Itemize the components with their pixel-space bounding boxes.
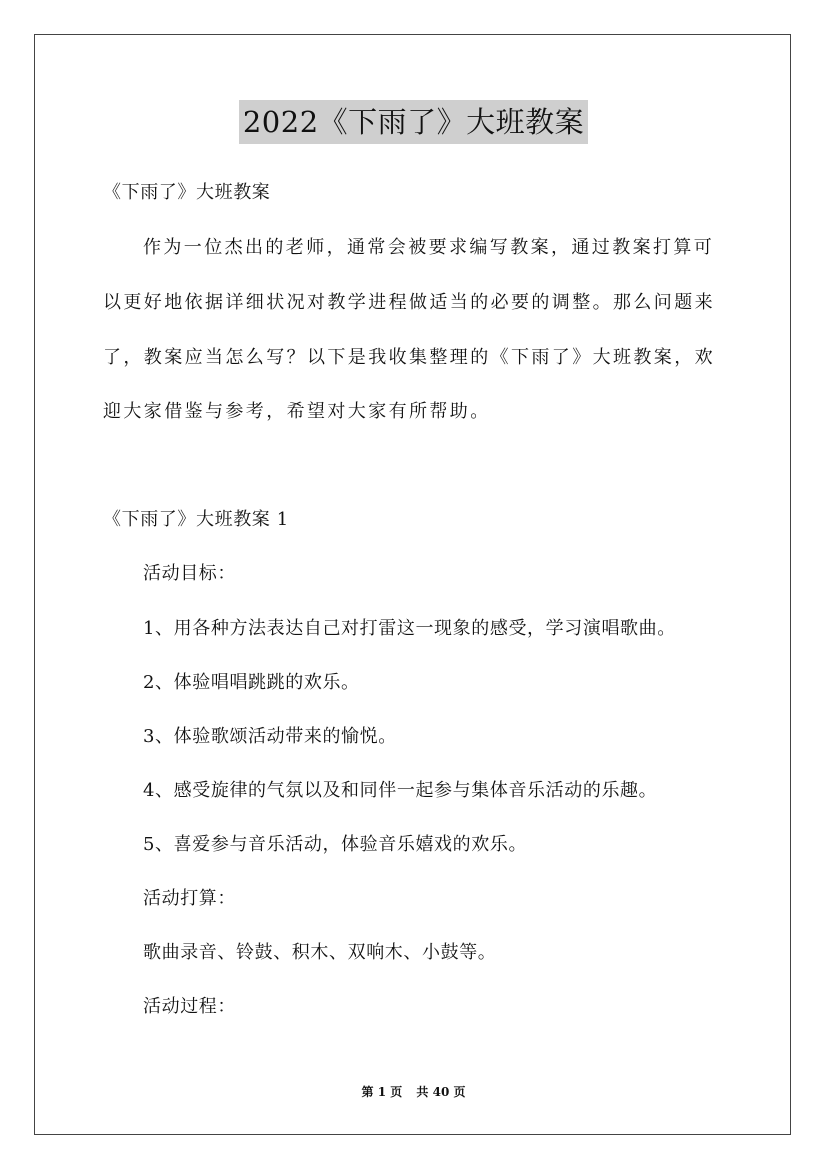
goal-item-1: 1、用各种方法表达自己对打雷这一现象的感受，学习演唱歌曲。 xyxy=(143,618,676,639)
goal-item-3: 3、体验歌颂活动带来的愉悦。 xyxy=(143,726,397,747)
intro-line-1: 作为一位杰出的老师，通常会被要求编写教案，通过教案打算可 xyxy=(143,237,715,258)
goals-label: 活动目标： xyxy=(143,563,236,584)
page-footer xyxy=(0,1084,827,1100)
intro-line-4: 迎大家借鉴与参考，希望对大家有所帮助。 xyxy=(103,401,491,422)
prep-label: 活动打算： xyxy=(143,888,236,909)
intro-line-2: 以更好地依据详细状况对教学进程做适当的必要的调整。那么问题来 xyxy=(103,292,715,313)
goal-item-4: 4、感受旋律的气氛以及和同伴一起参与集体音乐活动的乐趣。 xyxy=(143,780,658,801)
document-title-wrap xyxy=(0,100,827,144)
subtitle: 《下雨了》大班教案 xyxy=(103,182,271,203)
goal-item-5: 5、喜爱参与音乐活动，体验音乐嬉戏的欢乐。 xyxy=(143,834,528,855)
page-number: 第 1 页 xyxy=(361,1085,403,1099)
prep-text: 歌曲录音、铃鼓、积木、双响木、小鼓等。 xyxy=(143,942,497,963)
intro-line-3: 了，教案应当怎么写？以下是我收集整理的《下雨了》大班教案，欢 xyxy=(103,347,715,368)
section-heading: 《下雨了》大班教案 1 xyxy=(103,509,289,530)
document-title: 2022《下雨了》大班教案 xyxy=(239,100,588,144)
process-label: 活动过程： xyxy=(143,996,236,1017)
total-pages: 共 40 页 xyxy=(416,1085,466,1099)
goal-item-2: 2、体验唱唱跳跳的欢乐。 xyxy=(143,672,360,693)
